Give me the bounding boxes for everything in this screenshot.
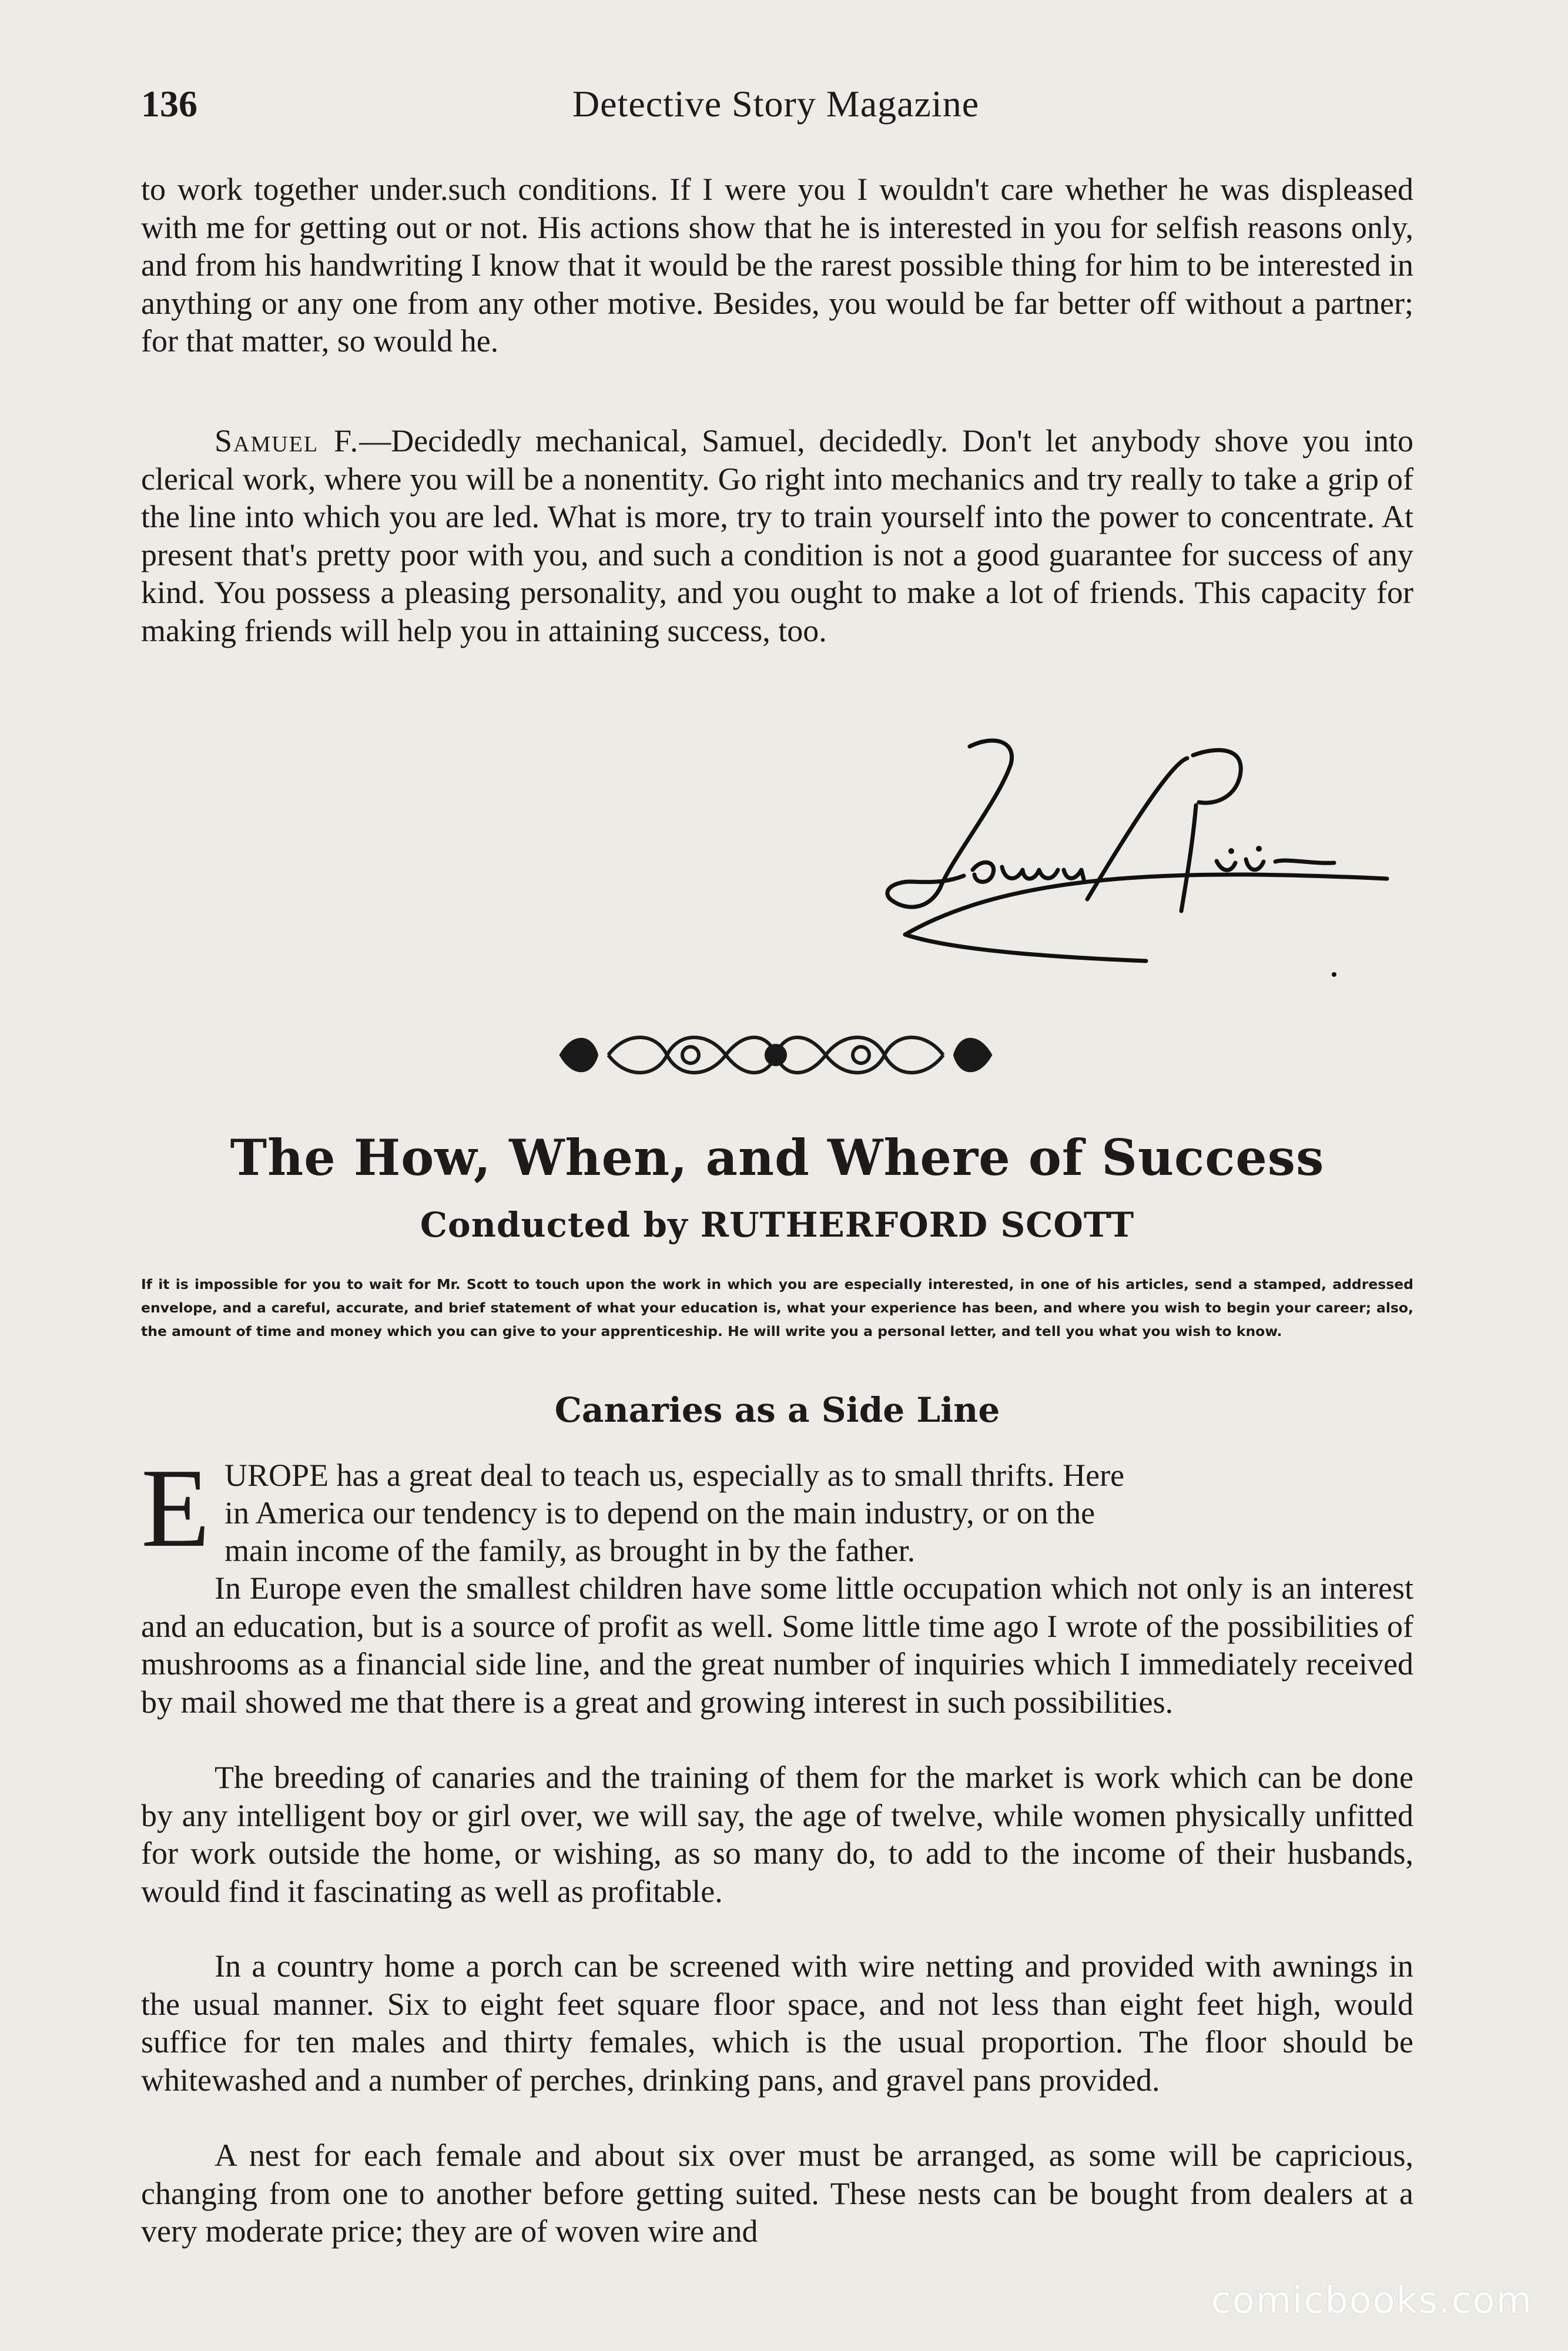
site-watermark: comicbooks.com (1211, 2279, 1533, 2322)
section-byline: Conducted by RUTHERFORD SCOTT (420, 1205, 1135, 1245)
section-title: The How, When, and Where of Success (230, 1128, 1325, 1187)
letter-continuation-paragraph: to work together under.such conditions. If I were you I wouldn't care whether he was displeased with me for getting out or not. His actions show that he is interested in you for selfish reasons only, and from his handwriting I know that it would be the rarest possible thing for him to be interested in anything or any one from any other motive. Besides, you would be far better off without a partner; for that matter, so would he. (141, 172, 1413, 359)
running-head: Detective Story Magazine (572, 83, 980, 125)
article-paragraph: In a country home a porch can be screened with wire netting and provided with awnings in the usual manner. Six to eight feet square floor space, and not less than eight feet high, would suffice for ten males and thirty females, which is the usual proportion. The floor should be whitewashed and a number of perches, drinking pans, and gravel pans provided. (141, 1948, 1413, 2098)
section-editor-note: If it is impossible for you to wait for Mr. Scott to touch upon the work in which you are especially interested, in one of his articles, send a stamped, addressed envelope, and a careful, accurate, and brief statement of what your education is, what your experience has been, and where you wish to begin your career; also, the amount of time and money which you can give to your apprenticeship. He will write you a personal letter, and tell you what you wish to know. (141, 1276, 1413, 1339)
handwritten-signature (840, 723, 1416, 993)
decorative-divider-ornament (544, 1023, 1008, 1087)
page-header (141, 82, 1410, 141)
article-paragraph: In Europe even the smallest children have some little occupation which not only is an interest and an education, but is a source of profit as well. Some little time ago I wrote of the possibilities of mushrooms as a financial side line, and the great number of inquiries which I immediately received by mail showed me that there is a great and growing interest in such possibilities. (141, 1570, 1413, 1720)
drop-cap-letter: E (141, 1445, 210, 1570)
article-paragraph: The breeding of canaries and the training of them for the market is work which can be done by any intelligent boy or girl over, we will say, the age of twelve, while women physically unfitted for work outside the home, or wishing, as so many do, to add to the income of their husbands, would find it fascinating as well as profitable. (141, 1760, 1413, 1909)
article-lead-line: in America our tendency is to depend on the main industry, or on the (225, 1495, 1095, 1531)
page-number: 136 (141, 83, 197, 125)
samuel-answer-paragraph (141, 422, 1413, 649)
article-title: Canaries as a Side Line (554, 1390, 1000, 1430)
article-lead-line: main income of the family, as brought in by the father. (225, 1533, 916, 1568)
samuel-answer-text: —Decidedly mechanical, Samuel, decidedly. Don't let anybody shove you into clerical work, where you will be a nonentity. Go right into mechanics and try really to take a grip of the line into which you are led. What is more, try to train yourself into the power to concentrate. At present that's pretty poor with you, and such a condition is not a good guarantee for success of any kind. You possess a pleasing personality, and you ought to make a lot of friends. This capacity for making friends will help you in attaining success, too. (141, 423, 1413, 648)
correspondent-name: Samuel F. (215, 423, 360, 458)
article-lead-line: UROPE has a great deal to teach us, especially as to small thrifts. Here (225, 1458, 1125, 1493)
article-paragraph: A nest for each female and about six over must be arranged, as some will be capricious, changing from one to another before getting suited. These nests can be bought from dealers at a very moderate price; they are of woven wire and (141, 2138, 1413, 2249)
